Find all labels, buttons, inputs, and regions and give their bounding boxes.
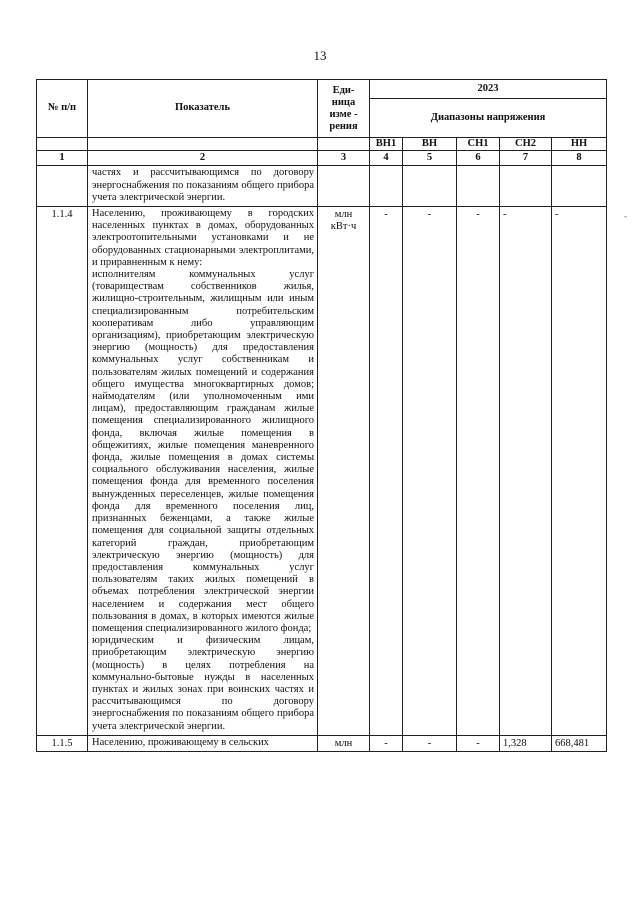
column-number-row (37, 151, 607, 166)
row-number: 1.1.4 (37, 207, 88, 736)
column-number: 1 (37, 151, 88, 166)
range-header-nn: НН (552, 138, 607, 151)
col-indicator-header: Показатель (88, 80, 318, 138)
page-number: 13 (313, 48, 327, 63)
table-row (37, 735, 607, 751)
row-value (552, 166, 607, 207)
header-row-3 (37, 138, 607, 151)
row-value: - (457, 735, 500, 751)
column-number: 6 (457, 151, 500, 166)
row-unit: млн (318, 735, 370, 751)
table-row (37, 207, 607, 736)
row-value (403, 166, 457, 207)
column-number: 2 (88, 151, 318, 166)
row-value: 1,328 (500, 735, 552, 751)
row-value: - (403, 735, 457, 751)
row-number: 1.1.5 (37, 735, 88, 751)
column-number: 4 (370, 151, 403, 166)
year-header: 2023 (370, 80, 607, 99)
row-value (457, 166, 500, 207)
row-value: - (370, 207, 403, 736)
range-header-sn1: СН1 (457, 138, 500, 151)
row-text: частях и рассчитывающимся по договору энергоснабжения по показаниям общего прибора учета электрической энергии. (88, 166, 318, 207)
row-unit (318, 166, 370, 207)
row-value (370, 166, 403, 207)
row-text: Населению, проживающему в сельских (88, 735, 318, 751)
row-value: - (500, 207, 552, 736)
table-row (37, 166, 607, 207)
column-number: 5 (403, 151, 457, 166)
row-unit: млн кВт·ч (318, 207, 370, 736)
row-value: - (403, 207, 457, 736)
row-number (37, 166, 88, 207)
ranges-title-header: Диапазоны напряжения (370, 99, 607, 138)
column-number: 7 (500, 151, 552, 166)
row-value: - (552, 207, 607, 736)
column-number: 3 (318, 151, 370, 166)
margin-mark: - (624, 211, 627, 221)
range-header-vn1: ВН1 (370, 138, 403, 151)
row-value: - (370, 735, 403, 751)
row-value: 668,481 (552, 735, 607, 751)
column-number: 8 (552, 151, 607, 166)
range-header-vn: ВН (403, 138, 457, 151)
row-text: Населению, проживающему в городских населенных пунктах в домах, оборудованных электроотопительными установками и не оборудованных стационарными электроплитами, и приравненным к нему: исполнителям коммунальных услуг (товариществам собственников жилья, жилищно-строительным, жилищным или иным специализированным потребительским кооперативам либо управляющим организациям), приобретающим электрическую энергию (мощность) для предоставления коммунальных услуг собственникам и пользователям жилых помещений и содержания общего имущества многоквартирных домов; наймодателям (или уполномоченным ими лицам), предоставляющим гражданам жилые помещения специализированного жилищного фонда, включая жилые помещения в общежитиях, жилые помещения маневренного фонда, жилые помещения в домах системы социального обслуживания населения, жилые помещения фонда для временного поселения вынужденных переселенцев, жилые помещения фонда для временного поселения лиц, признанных беженцами, а также жилые помещения для социальной защиты отдельных категорий граждан, приобретающим электрическую энергию (мощность) для предоставления коммунальных услуг пользователям таких жилых помещений в объемах потребления электрической энергии населением и содержания мест общего пользования в домах, в которых имеются жилые помещения специализированного жилого фонда; юридическим и физическим лицам, приобретающим электрическую энергию (мощность) в целях потребления на коммунально-бытовые нужды в населенных пунктах и жилых зонах при воинских частях и рассчитывающимся по договору энергоснабжения по показаниям общего прибора учета электрической энергии. (88, 207, 318, 736)
tariff-table (36, 79, 607, 752)
row-value: - (457, 207, 500, 736)
col-num-header: № п/п (37, 80, 88, 138)
col-unit-header: Еди- ница изме - рения (318, 80, 370, 138)
range-header-sn2: СН2 (500, 138, 552, 151)
row-value (500, 166, 552, 207)
header-row-1 (37, 80, 607, 99)
